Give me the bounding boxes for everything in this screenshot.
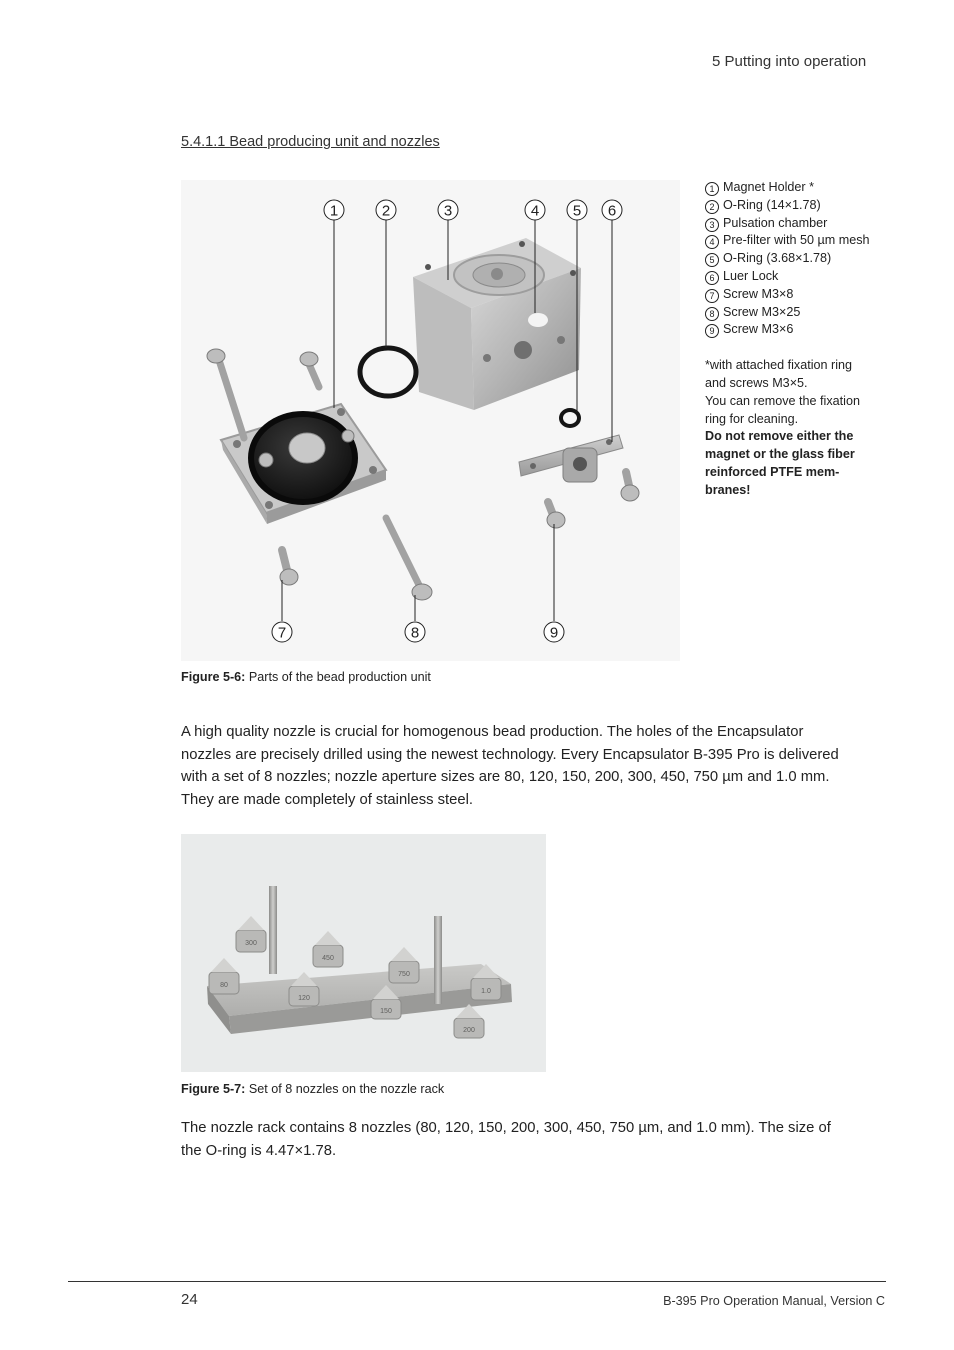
nozzle-rack-paragraph xyxy=(181,1117,881,1162)
paragraph-line: nozzles are precisely drilled using the newest technology. Every Encapsulator B-395 Pro is delivered xyxy=(181,746,839,763)
legend-item-1 xyxy=(705,179,890,197)
warning-line: Do not remove either the xyxy=(705,429,854,444)
nozzle-label-300: 300 xyxy=(245,940,257,947)
callout-1: 1 xyxy=(329,202,339,220)
figure-nozzle-rack xyxy=(181,834,546,1072)
o-ring-small-shape xyxy=(561,410,579,426)
nozzle-label-750: 750 xyxy=(398,971,410,978)
rack-pin-left xyxy=(269,886,277,974)
figure-5-7-caption xyxy=(181,1082,444,1096)
page-number: 24 xyxy=(181,1291,198,1308)
nozzle-label-200: 200 xyxy=(463,1027,475,1034)
note-line: *with attached fixation ring xyxy=(705,358,853,373)
legend-text-4: Pre-filter with 50 µm mesh xyxy=(723,233,870,248)
bead-unit-illustration xyxy=(181,180,680,661)
nozzle-label-1-0: 1.0 xyxy=(481,988,491,995)
legend-item-4 xyxy=(705,232,890,250)
legend-num-7: 7 xyxy=(705,289,719,303)
figure-bead-production-unit xyxy=(181,180,680,661)
note-line: ring for cleaning. xyxy=(705,411,799,426)
paragraph-line: They are made completely of stainless steel. xyxy=(181,791,473,808)
caption-label: Figure 5-7: xyxy=(181,1082,246,1096)
nozzle-label-450: 450 xyxy=(322,955,334,962)
legend-text-9: Screw M3×6 xyxy=(723,322,794,337)
rack-pin-right xyxy=(434,916,442,1004)
magnet-holder-shape xyxy=(221,404,386,524)
legend-item-3 xyxy=(705,215,890,233)
figure-legend xyxy=(705,179,890,500)
callout-5: 5 xyxy=(572,202,582,220)
callout-2: 2 xyxy=(381,202,391,220)
legend-item-7 xyxy=(705,286,890,304)
o-ring-large-shape xyxy=(360,348,416,396)
warning-line: magnet or the glass fiber xyxy=(705,447,855,462)
legend-num-8: 8 xyxy=(705,307,719,321)
paragraph-line: A high quality nozzle is crucial for homogenous bead production. The holes of the Encapsulator xyxy=(181,724,804,740)
callout-7: 7 xyxy=(277,624,287,642)
legend-text-8: Screw M3×25 xyxy=(723,304,801,319)
warning-line: reinforced PTFE mem- xyxy=(705,464,840,479)
legend-text-5: O-Ring (3.68×1.78) xyxy=(723,251,832,266)
figure-5-6-caption xyxy=(181,670,431,684)
luer-lock-shape xyxy=(519,435,623,482)
legend-num-1: 1 xyxy=(705,182,719,196)
legend-text-3: Pulsation chamber xyxy=(723,215,828,230)
caption-text: Set of 8 nozzles on the nozzle rack xyxy=(245,1082,445,1096)
section-heading: 5.4.1.1 Bead producing unit and nozzles xyxy=(181,134,440,150)
legend-num-6: 6 xyxy=(705,271,719,285)
legend-item-2 xyxy=(705,197,890,215)
nozzle-label-150: 150 xyxy=(380,1008,392,1015)
callout-3: 3 xyxy=(443,202,453,220)
paragraph-line: the O-ring is 4.47×1.78. xyxy=(181,1142,337,1159)
legend-num-4: 4 xyxy=(705,235,719,249)
nozzle-label-80: 80 xyxy=(220,982,228,989)
legend-item-8 xyxy=(705,304,890,322)
legend-note xyxy=(705,357,890,428)
callout-4: 4 xyxy=(530,202,540,220)
legend-item-6 xyxy=(705,268,890,286)
legend-text-2: O-Ring (14×1.78) xyxy=(723,197,821,212)
note-line: You can remove the fixation xyxy=(705,393,860,408)
chapter-header: 5 Putting into operation xyxy=(712,53,867,70)
pulsation-chamber-shape xyxy=(413,238,581,410)
legend-warning xyxy=(705,428,890,499)
legend-num-5: 5 xyxy=(705,253,719,267)
legend-num-2: 2 xyxy=(705,200,719,214)
paragraph-line: The nozzle rack contains 8 nozzles (80, 120, 150, 200, 300, 450, 750 µm, and 1.0 mm). The size of xyxy=(181,1120,831,1136)
footer-divider xyxy=(68,1281,886,1282)
legend-text-6: Luer Lock xyxy=(723,268,779,283)
paragraph-line: with a set of 8 nozzles; nozzle aperture sizes are 80, 120, 150, 200, 300, 450, 750 µm and 1.0 mm. xyxy=(181,769,830,786)
legend-num-9: 9 xyxy=(705,324,719,338)
legend-num-3: 3 xyxy=(705,218,719,232)
callout-9: 9 xyxy=(549,624,559,642)
manual-title: B-395 Pro Operation Manual, Version C xyxy=(663,1294,885,1308)
warning-line: branes! xyxy=(705,482,751,497)
legend-item-5 xyxy=(705,250,890,268)
nozzle-paragraph xyxy=(181,721,881,811)
note-line: and screws M3×5. xyxy=(705,375,808,390)
callout-8: 8 xyxy=(410,624,420,642)
legend-text-1: Magnet Holder * xyxy=(723,180,815,194)
caption-text: Parts of the bead production unit xyxy=(245,670,431,684)
caption-label: Figure 5-6: xyxy=(181,670,246,684)
nozzle-rack-illustration xyxy=(181,834,546,1072)
legend-item-9 xyxy=(705,321,890,339)
nozzle-label-120: 120 xyxy=(298,995,310,1002)
callout-6: 6 xyxy=(607,202,617,220)
legend-text-7: Screw M3×8 xyxy=(723,286,794,301)
